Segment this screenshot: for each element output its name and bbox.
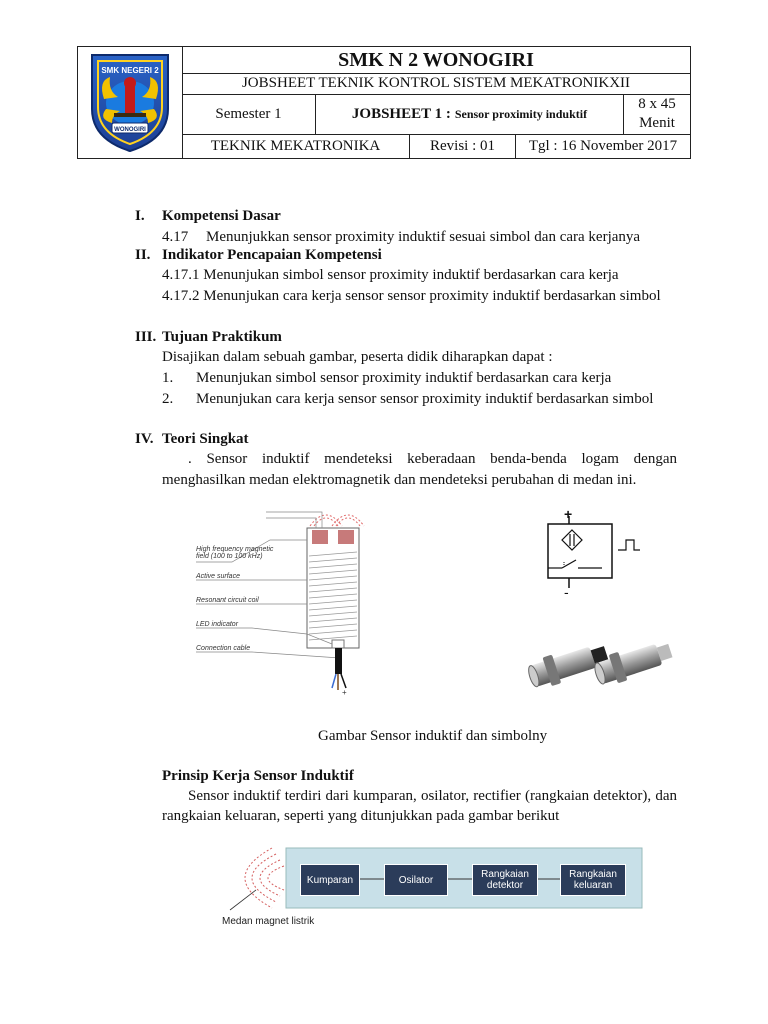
label-led-indicator: LED indicator (196, 621, 239, 628)
header-row-info (182, 134, 690, 158)
block-kumparan: Kumparan (300, 864, 360, 896)
section-4-title: Teori Singkat (162, 431, 249, 447)
revision: Revisi : 01 (410, 134, 516, 158)
block-diagram (222, 846, 646, 932)
duration-line1: 8 x 45 (638, 96, 676, 112)
figure-1-caption: Gambar Sensor induktif dan simbolny (318, 728, 548, 744)
section-3-item-2-num: 2. (162, 391, 174, 407)
label-resonant-coil: Resonant circuit coil (196, 597, 259, 604)
school-name: SMK N 2 WONOGIRI (338, 48, 534, 71)
section-2-num: II. (135, 247, 151, 263)
school-logo-cell (78, 47, 183, 158)
section-3-item-2-text: Menunjukan cara kerja sensor sensor proximity induktif berdasarkan simbol (196, 391, 654, 407)
field-label: Medan magnet listrik (222, 916, 315, 927)
jobsheet-title (316, 94, 624, 134)
header-table (77, 46, 691, 159)
section-2-title: Indikator Pencapaian Kompetensi (162, 247, 382, 263)
jobsheet-subtitle: JOBSHEET TEKNIK KONTROL SISTEM MEKATRONIKXII (241, 75, 631, 91)
sensor-photo-drawing (522, 618, 682, 698)
logo-top-text: SMK NEGERI 2 (101, 66, 159, 75)
section-1-item-text: Menunjukkan sensor proximity induktif sesuai simbol dan cara kerjanya (206, 229, 641, 245)
section-3-intro: Disajikan dalam sebuah gambar, peserta didik diharapkan dapat : (162, 349, 553, 365)
inductive-sensor-symbol (540, 502, 680, 604)
jobsheet-label: JOBSHEET 1 : (351, 105, 451, 122)
principle-line-1: Sensor induktif terdiri dari kumparan, osilator, rectifier (rangkaian detektor), dan (188, 788, 677, 804)
section-1-title: Kompetensi Dasar (162, 208, 281, 224)
header-row-subtitle (182, 73, 690, 95)
sensor-cutaway-figure (192, 500, 372, 700)
section-4-line-2: menghasilkan medan elektromagnetik dan mendeteksi perubahan di medan ini. (162, 472, 637, 488)
logo-bottom-text: WONOGIRI (114, 127, 146, 133)
block-rangkaian-keluaran: Rangkaian keluaran (560, 864, 626, 896)
jobsheet-topic: Sensor proximity induktif (454, 106, 588, 121)
program-name: TEKNIK MEKATRONIKA (182, 134, 410, 158)
section-2-item-2: 4.17.2 Menunjukan cara kerja sensor sensor proximity induktif berdasarkan simbol (162, 288, 661, 304)
duration-line2: Menit (639, 115, 675, 131)
school-logo-icon (78, 47, 182, 158)
block-osilator: Osilator (384, 864, 448, 896)
label-connection-cable: Connection cable (196, 645, 251, 652)
date: Tgl : 16 November 2017 (528, 137, 678, 154)
section-3-title: Tujuan Praktikum (162, 329, 282, 345)
section-3-item-1-text: Menunjukan simbol sensor proximity induktif berdasarkan cara kerja (196, 370, 612, 386)
section-1-item-num: 4.17 (162, 229, 189, 245)
sensor-photo (522, 618, 682, 698)
section-1-num: I. (135, 208, 145, 224)
symbol-plus: + (564, 506, 573, 522)
label-magnetic-field: High frequency magnetic field (100 to 100 kHz) (196, 546, 274, 560)
label-active-surface: Active surface (196, 573, 240, 580)
principle-title: Prinsip Kerja Sensor Induktif (162, 768, 354, 784)
section-4-line-1: . Sensor induktif mendeteksi keberadaan benda-benda logam dengan (188, 451, 677, 467)
header-row-title (182, 47, 690, 74)
symbol-minus: - (564, 584, 569, 600)
cable-plus-label: + (342, 688, 347, 697)
duration (624, 94, 690, 134)
section-2-item-1: 4.17.1 Menunjukan simbol sensor proximity induktif berdasarkan cara kerja (162, 267, 619, 283)
semester: Semester 1 (182, 94, 316, 134)
header-row-jobsheet (182, 94, 690, 135)
principle-line-2: rangkaian keluaran, seperti yang ditunjukkan pada gambar berikut (162, 808, 560, 824)
sensor-symbol-figure (540, 502, 680, 604)
section-4-num: IV. (135, 431, 154, 447)
section-3-item-1-num: 1. (162, 370, 174, 386)
block-rangkaian-detektor: Rangkaian detektor (472, 864, 538, 896)
section-3-num: III. (135, 329, 157, 345)
